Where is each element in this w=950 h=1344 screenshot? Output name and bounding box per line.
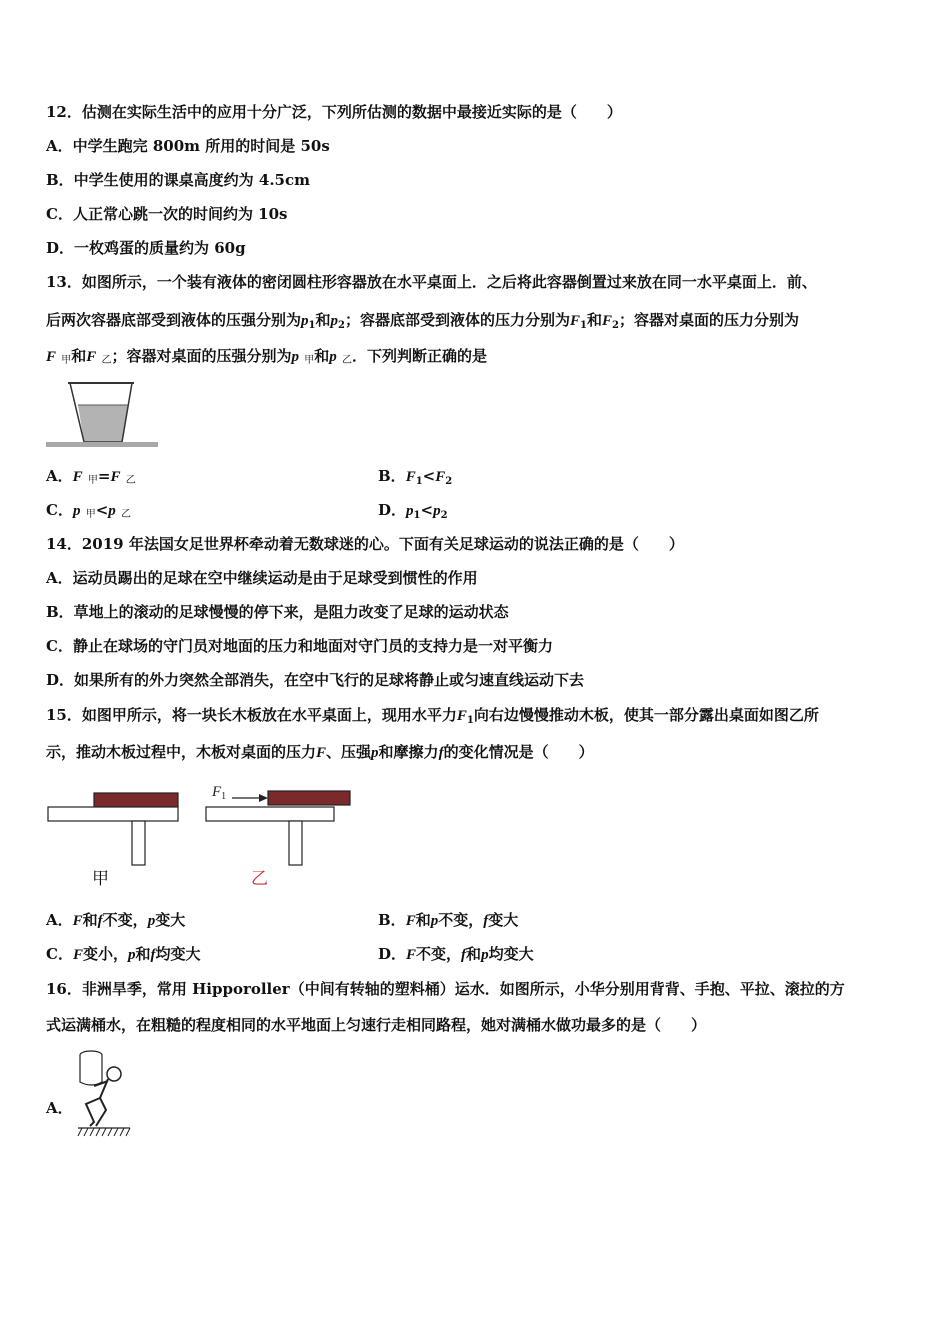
- ground-hatch: [78, 1128, 130, 1136]
- q14-option-c[interactable]: C．静止在球场的守门员对地面的压力和地面对守门员的支持力是一对平衡力: [46, 637, 553, 655]
- q14-stem: 14．2019 年法国女足世界杯牵动着无数球迷的心。下面有关足球运动的说法正确的是（ ）: [46, 535, 684, 553]
- q16-stem-line2: 式运满桶水，在粗糙的程度相同的水平地面上匀速行走相同路程，她对满桶水做功最多的是（ ）: [46, 1016, 707, 1034]
- q13-container-figure: [44, 380, 164, 450]
- q16-stem-line1: 16．非洲旱季，常用 Hipporoller（中间有转轴的塑料桶）运水．如图所示，小华分别用背背、手抱、平拉、滚拉的方: [46, 980, 845, 998]
- q12-option-b[interactable]: B．中学生使用的课桌高度约为 4.5cm: [46, 171, 311, 189]
- q15-option-a[interactable]: A．F和f不变，p变大: [46, 911, 186, 929]
- q12-option-c[interactable]: C．人正常心跳一次的时间约为 10s: [46, 205, 288, 223]
- q15-board-figure: [44, 780, 364, 892]
- q13-option-b[interactable]: B．$F_1<F_2$: [378, 467, 453, 487]
- q14-option-a[interactable]: A．运动员踢出的足球在空中继续运动是由于足球受到惯性的作用: [46, 569, 478, 587]
- q12-option-a[interactable]: A．中学生跑完 800m 所用的时间是 50s: [46, 137, 330, 155]
- person-body: [86, 1079, 108, 1126]
- q13-stem-line2: 后两次容器底部受到液体的压强分别为$p_1$和$p_2$；容器底部受到液体的压力分别为$F_1$和$F_2$；容器对桌面的压力分别为: [46, 311, 799, 331]
- q16-carry-on-back-figure: [74, 1048, 134, 1140]
- q13-stem-line1: 13．如图所示，一个装有液体的密闭圆柱形容器放在水平桌面上．之后将此容器倒置过来放在同一水平桌面上．前、: [46, 273, 817, 291]
- q12-stem: 12．估测在实际生活中的应用十分广泛，下列所估测的数据中最接近实际的是（ ）: [46, 103, 622, 121]
- table-leg-yi: [289, 821, 302, 865]
- table-surface: [46, 442, 158, 447]
- table-top-yi: [206, 807, 334, 821]
- q15-stem-line1: 15．如图甲所示，将一块长木板放在水平桌面上，现用水平力$F_1$向右边慢慢推动木板，使其一部分露出桌面如图乙所: [46, 706, 819, 726]
- q15-stem-line2: 示，推动木板过程中，木板对桌面的压力F、压强p和摩擦力f的变化情况是（ ）: [46, 743, 594, 761]
- q13-option-a[interactable]: A．F 甲=F 乙: [46, 467, 136, 486]
- board-jia: [94, 793, 178, 807]
- person-head: [107, 1067, 121, 1081]
- label-yi: 乙: [251, 869, 268, 889]
- q13-option-d[interactable]: D．$p_1<p_2$: [378, 501, 448, 521]
- q13-option-c[interactable]: C．p 甲<p 乙: [46, 501, 131, 520]
- q14-option-b[interactable]: B．草地上的滚动的足球慢慢的停下来，是阻力改变了足球的运动状态: [46, 603, 509, 621]
- q15-option-b[interactable]: B．F和p不变，f变大: [378, 911, 519, 929]
- table-leg-jia: [132, 821, 145, 865]
- q14-option-d[interactable]: D．如果所有的外力突然全部消失，在空中飞行的足球将静止或匀速直线运动下去: [46, 671, 585, 689]
- q13-stem-line3: F 甲和F 乙；容器对桌面的压强分别为p 甲和p 乙．下列判断正确的是: [46, 347, 488, 366]
- q15-option-d[interactable]: D．F不变，f和p均变大: [378, 945, 534, 963]
- label-F1: $F_1$: [212, 784, 227, 802]
- force-arrow-head: [259, 794, 268, 802]
- q15-option-c[interactable]: C．F变小，p和f均变大: [46, 945, 201, 963]
- q16-option-a[interactable]: A．: [46, 1099, 73, 1117]
- container-liquid: [78, 405, 128, 442]
- label-jia: 甲: [92, 869, 109, 889]
- board-yi: [268, 791, 350, 805]
- q12-option-d[interactable]: D．一枚鸡蛋的质量约为 60g: [46, 239, 246, 257]
- bucket-body: [80, 1055, 102, 1085]
- table-top-jia: [48, 807, 178, 821]
